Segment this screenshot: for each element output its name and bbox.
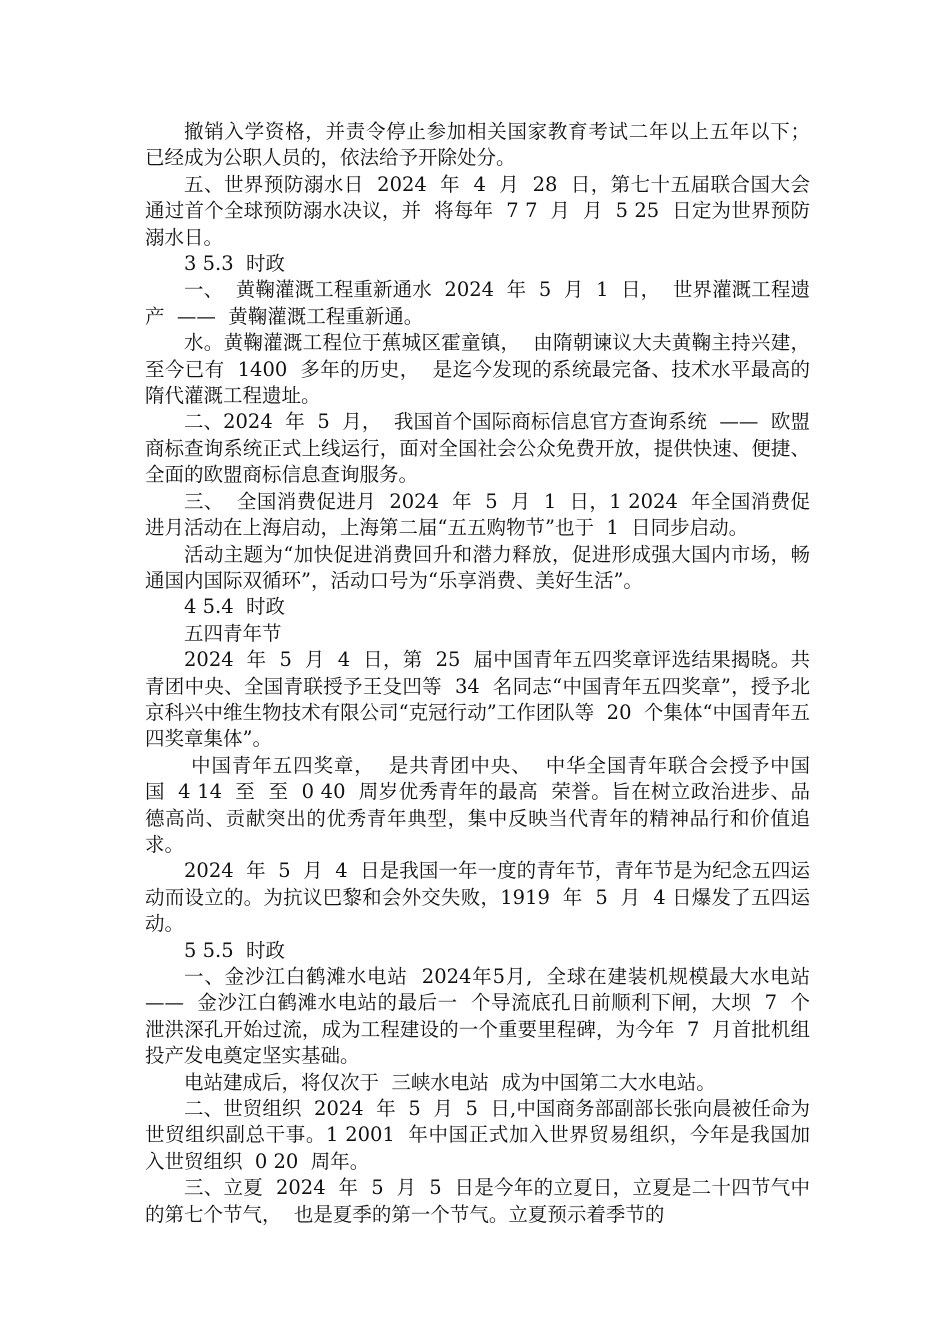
paragraph: 五、世界预防溺水日 2024 年 4 月 28 日，第七十五届联合国大会通过首个全球预防溺水决议，并 将每年 7 7 月 月 5 25 日定为世界预防溺水日。	[145, 172, 810, 249]
paragraph: 二、世贸组织 2024 年 5 月 5 日,中国商务部副部长张向晨被任命为世贸组织副总干事。1 2001 年中国正式加入世界贸易组织，今年是我国加入世贸组织 0 20 周年。	[145, 1097, 810, 1173]
paragraph: 水。黄鞠灌溉工程位于蕉城区霍童镇， 由隋朝谏议大夫黄鞠主持兴建，至今已有 1400 多年的历史， 是迄今发现的系统最完备、技术水平最高的隋代灌溉工程遗址。	[145, 331, 810, 408]
paragraph: 三、 全国消费促进月 2024 年 5 月 1 日，1 2024 年全国消费促进月活动在上海启动，上海第二届“五五购物节”也于 1 日同步启动。	[145, 489, 810, 540]
paragraph: 电站建成后，将仅次于 三峡水电站 成为中国第二大水电站。	[184, 1070, 716, 1094]
section-heading: 3 5.3 时政	[184, 252, 286, 276]
section-heading: 4 5.4 时政	[184, 595, 286, 619]
paragraph: 一、 黄鞠灌溉工程重新通水 2024 年 5 月 1 日， 世界灌溉工程遗产 —— 黄鞠灌溉工程重新通。	[145, 278, 810, 328]
paragraph: 撤销入学资格，并责令停止参加相关国家教育考试二年以上五年以下； 已经成为公职人员的，依法给予开除处分。	[145, 120, 823, 170]
paragraph: 2024 年 5 月 4 日，第 25 届中国青年五四奖章评选结果揭晓。共青团中央、全国青联授予王殳凹等 34 名同志“中国青年五四奖章”，授予北京科兴中维生物技术有限公司“克冠行动”工作团队等 20 个集体“中国青年五四奖章集体”。	[145, 648, 810, 751]
paragraph: 二、2024 年 5 月， 我国首个国际商标信息官方查询系统 —— 欧盟商标查询系统正式上线运行，面对全国社会公众免费开放，提供快速、便捷、全面的欧盟商标信息查询服务。	[145, 410, 810, 487]
subsection-heading: 五四青年节	[184, 621, 282, 645]
paragraph: 活动主题为“加快促进消费回升和潜力释放，促进形成强大国内市场，畅通国内国际双循环”，活动口号为“乐享消费、美好生活”。	[145, 542, 810, 592]
paragraph: 2024 年 5 月 4 日是我国一年一度的青年节，青年节是为纪念五四运动而设立的。为抗议巴黎和会外交失败，1919 年 5 月 4 日爆发了五四运动。	[145, 859, 810, 936]
paragraph: 一、金沙江白鹤滩水电站 2024年5月, 全球在建装机规模最大水电站 —— 金沙江白鹤滩水电站的最后一 个导流底孔日前顺利下闸，大坝 7 个泄洪深孔开始过流，成为工程建设的一个重要里程碑，为今年 7 月首批机组投产发电奠定坚实基础。	[145, 965, 823, 1068]
paragraph: 三、立夏 2024 年 5 月 5 日是今年的立夏日，立夏是二十四节气中的第七个节气， 也是夏季的第一个节气。立夏预示着季节的	[145, 1176, 810, 1226]
section-heading: 5 5.5 时政	[184, 938, 286, 962]
paragraph: 中国青年五四奖章， 是共青团中央、 中华全国青年联合会授予中国 国 4 14 至 至 0 40 周岁优秀青年的最高 荣誉。旨在树立政治进步、品德高尚、贡献突出的优秀青年典型，集中反映当代青年的精神品行和价值追求。	[145, 753, 823, 856]
document-body	[145, 119, 823, 1228]
